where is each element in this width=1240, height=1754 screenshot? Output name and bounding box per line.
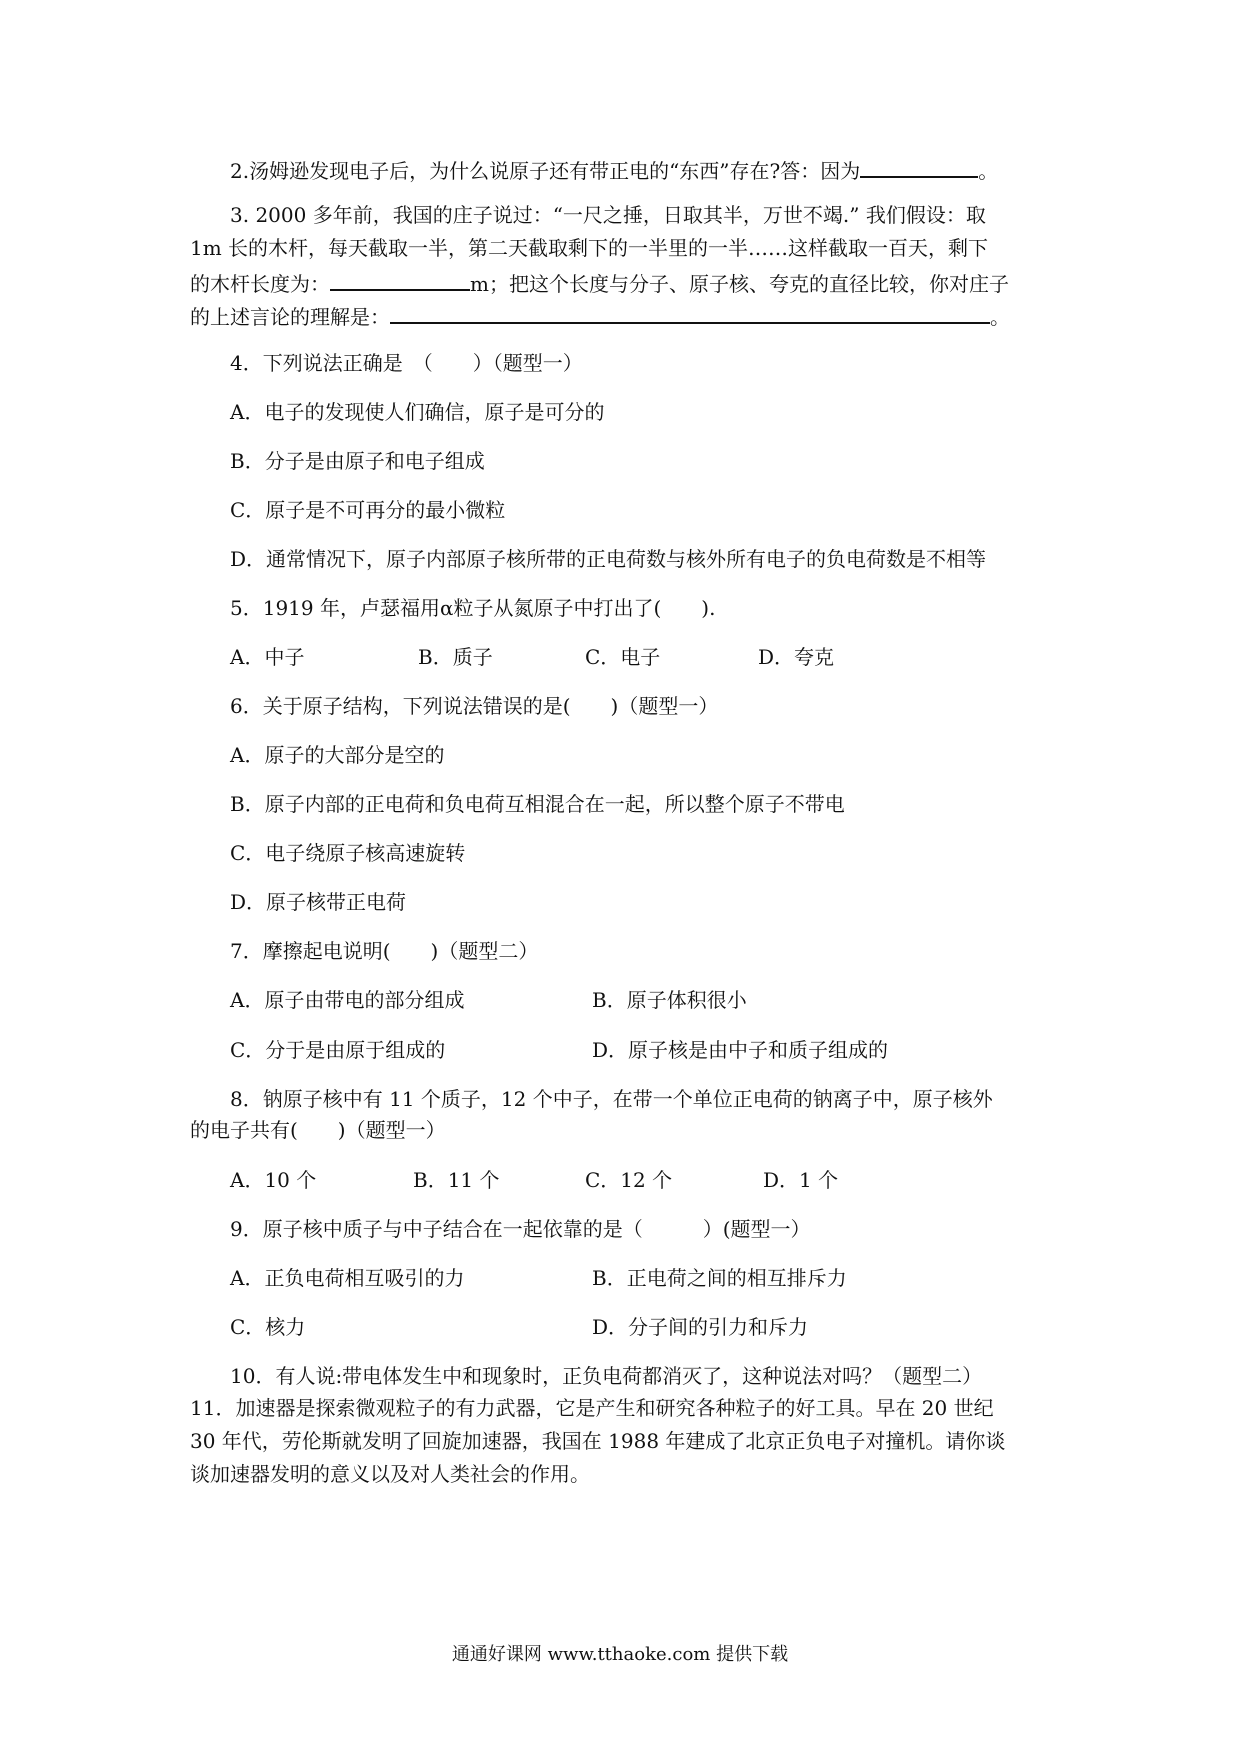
q5-option-d[interactable]: D．夸克 <box>758 645 835 669</box>
q7-option-b[interactable]: B．原子体积很小 <box>592 988 747 1012</box>
q5-option-a[interactable]: A．中子 <box>230 645 305 669</box>
q7-stem: 7．摩擦起电说明( )（题型二） <box>230 939 539 963</box>
q5-option-b[interactable]: B．质子 <box>418 645 493 669</box>
q4-option-c[interactable]: C．原子是不可再分的最小微粒 <box>230 498 506 522</box>
q6-option-b[interactable]: B．原子内部的正电荷和负电荷互相混合在一起，所以整个原子不带电 <box>230 792 845 816</box>
q8-option-c[interactable]: C．12 个 <box>585 1168 673 1192</box>
q10-text: 10．有人说:带电体发生中和现象时，正负电荷都消灭了，这种说法对吗？（题型二） <box>230 1364 983 1388</box>
q2-line <box>230 158 998 181</box>
q8-option-b[interactable]: B．11 个 <box>413 1168 500 1192</box>
q11-line2: 30 年代，劳伦斯就发明了回旋加速器，我国在 1988 年建成了北京正负电子对撞机。请你谈 <box>190 1429 1006 1453</box>
q2-text: 2.汤姆逊发现电子后，为什么说原子还有带正电的“东西”存在?答：因为 <box>230 159 861 183</box>
q9-option-a[interactable]: A．正负电荷相互吸引的力 <box>230 1266 465 1290</box>
q11-line1: 11．加速器是探索微观粒子的有力武器，它是产生和研究各种粒子的好工具。早在 20 世纪 <box>190 1396 994 1420</box>
q3-line4-end: 。 <box>990 305 1010 329</box>
q3-line3-suffix: m；把这个长度与分子、原子核、夸克的直径比较，你对庄子 <box>470 272 1009 296</box>
q9-option-c[interactable]: C．核力 <box>230 1315 306 1339</box>
q5-option-c[interactable]: C．电子 <box>585 645 661 669</box>
q6-option-d[interactable]: D．原子核带正电荷 <box>230 890 407 914</box>
q8-option-d[interactable]: D．1 个 <box>763 1168 839 1192</box>
q7-option-c[interactable]: C．分于是由原于组成的 <box>230 1038 446 1062</box>
q8-option-a[interactable]: A．10 个 <box>230 1168 317 1192</box>
q3-understanding-blank[interactable] <box>390 304 990 324</box>
q3-line3 <box>190 271 1009 294</box>
q3-line1: 3. 2000 多年前，我国的庄子说过：“一尺之捶，日取其半，万世不竭.” 我们假设：取 <box>230 203 986 227</box>
q3-line3-prefix: 的木杆长度为： <box>190 272 330 296</box>
q4-option-a[interactable]: A．电子的发现使人们确信，原子是可分的 <box>230 400 605 424</box>
q11-line3: 谈加速器发明的意义以及对人类社会的作用。 <box>190 1462 590 1486</box>
q4-stem: 4．下列说法正确是 （ ）（题型一） <box>230 351 583 375</box>
q3-line2: 1m 长的木杆，每天截取一半，第二天截取剩下的一半里的一半……这样截取一百天，剩下 <box>190 236 989 260</box>
q8-line1: 8．钠原子核中有 11 个质子，12 个中子，在带一个单位正电荷的钠离子中，原子核外 <box>230 1087 993 1111</box>
q7-option-a[interactable]: A．原子由带电的部分组成 <box>230 988 465 1012</box>
q4-option-d[interactable]: D．通常情况下，原子内部原子核所带的正电荷数与核外所有电子的负电荷数是不相等 <box>230 547 987 571</box>
q6-option-a[interactable]: A．原子的大部分是空的 <box>230 743 445 767</box>
q5-stem: 5．1919 年，卢瑟福用α粒子从氮原子中打出了( ). <box>230 596 716 620</box>
q9-option-b[interactable]: B．正电荷之间的相互排斥力 <box>592 1266 847 1290</box>
q3-line4-prefix: 的上述言论的理解是： <box>190 305 390 329</box>
q6-stem: 6．关于原子结构，下列说法错误的是( )（题型一） <box>230 694 719 718</box>
q3-length-blank[interactable] <box>330 271 470 291</box>
q7-option-d[interactable]: D．原子核是由中子和质子组成的 <box>592 1038 889 1062</box>
q2-end: 。 <box>978 159 999 183</box>
q4-option-b[interactable]: B．分子是由原子和电子组成 <box>230 449 485 473</box>
q9-stem: 9．原子核中质子与中子结合在一起依靠的是（ ）(题型一） <box>230 1217 811 1241</box>
q3-line4 <box>190 304 1010 327</box>
q8-line2: 的电子共有( )（题型一） <box>190 1118 446 1142</box>
q2-answer-blank[interactable] <box>860 158 978 178</box>
q6-option-c[interactable]: C．电子绕原子核高速旋转 <box>230 841 466 865</box>
page-footer: 通通好课网 www.tthaoke.com 提供下载 <box>451 1644 789 1665</box>
q9-option-d[interactable]: D．分子间的引力和斥力 <box>592 1315 809 1339</box>
